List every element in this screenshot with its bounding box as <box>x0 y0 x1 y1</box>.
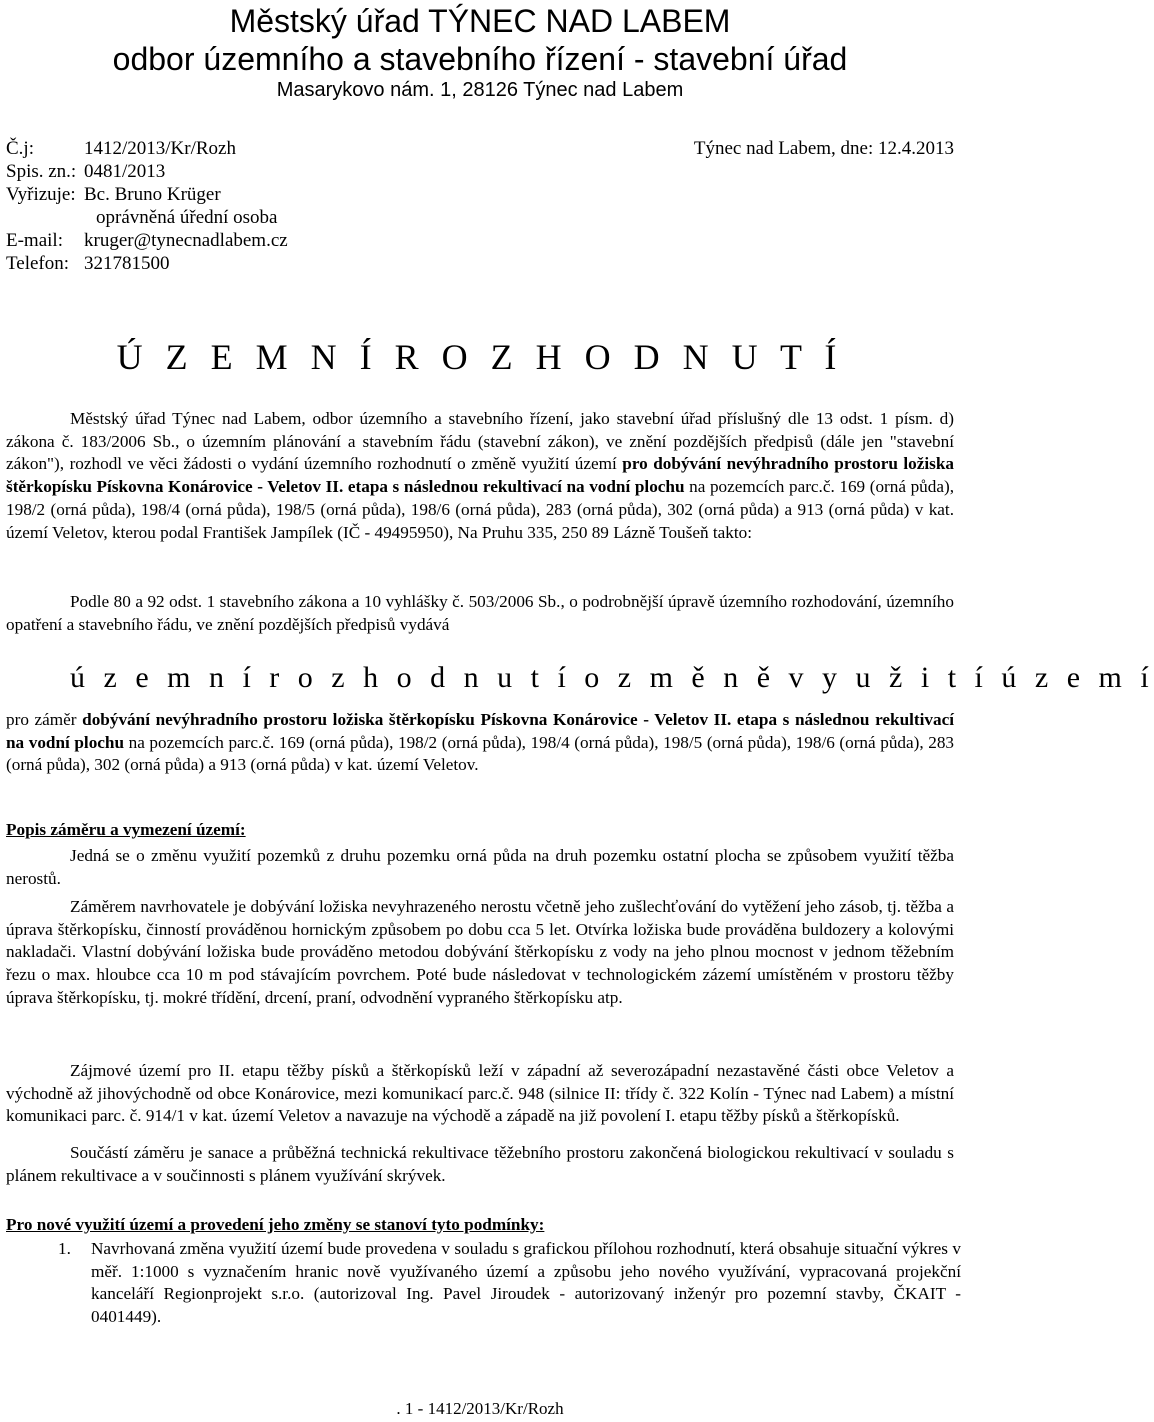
office-name: Městský úřad TÝNEC NAD LABEM <box>229 3 731 39</box>
meta-row-file <box>6 161 166 183</box>
legal-basis-text: Podle 80 a 92 odst. 1 stavebního zákona a 10 vyhlášky č. 503/2006 Sb., o podrobnější úpravě územního rozhodování, územního opatření a stavebního řádu, ve znění pozdějších předpisů vydává <box>6 592 954 634</box>
meta-label: Vyřizuje: <box>6 184 76 205</box>
office-address: Masarykovo nám. 1, 28126 Týnec nad Labem <box>276 79 684 101</box>
meta-label: Spis. zn.: <box>6 161 77 182</box>
section-heading: Popis záměru a vymezení území: <box>6 820 246 839</box>
document-title: Ú Z E M N Í R O Z H O D N U T Í <box>116 337 844 377</box>
page-footer: . 1 - 1412/2013/Kr/Rozh <box>396 1399 564 1418</box>
description-paragraph: Součástí záměru je sanace a průběžná technická rekultivace těžebního prostoru zakončená biologickou rekultivací v souladu s plánem rekultivace a v součinnosti s plánem využívání skrývek. <box>6 1143 954 1185</box>
description-paragraph: Zájmové území pro II. etapu těžby písků a štěrkopísků leží v západní až severozápadní nezastavěné části obce Veletov a východně až jihovýchodně od obce Konárovice, mezi komunikací parc.č. 948 (silnice II: třídy č. 322 Kolín - Týnec nad Labem) a místní komunikaci parc. č. 914/1 v kat. území Veletov a navazuje na východě a západě na již povolení I. etapu těžby písků a štěrkopísků. <box>6 1061 954 1126</box>
meta-row-email <box>6 230 288 252</box>
intro-text: Městský úřad Týnec nad Labem, odbor územního a stavebního řízení, jako stavební úřad příslušný dle 13 odst. 1 písm. d) zákona č. 183/2006 Sb., o územním plánování a stavebním řádu (stavební zákon), ve znění pozdějších předpisů (dále jen "stavební zákon"), rozhodl ve věci žádosti o vydání územního rozhodnutí o změně využití území <box>6 409 954 474</box>
decision-subject: dobývání nevýhradního prostoru ložiska štěrkopísku Pískovna Konárovice - Veletov II. etapa s následnou rekultivací na vodní plochu <box>6 710 955 752</box>
description-paragraph: Záměrem navrhovatele je dobývání ložiska nevyhrazeného nerostu včetně jeho zušlechťování do vytěžení jeho zásob, tj. těžba a úprava štěrkopísku, činností prováděnou hornickým způsobem po dobu cca 5 let. Otvírka ložiska bude prováděna buldozery a kolovými nakladači. Vlastní dobývání ložiska bude prováděno metodou dobývání štěrkopísku z vody na jeho plnou mocnost v jednom těžebním řezu o max. hloubce cca 10 m pod stávajícím povrchem. Poté bude následovat v technologickém zázemí umístěném v prostoru těžby úprava štěrkopísku, tj. mokré třídění, drcení, praní, odvodnění vypraného štěrkopísku atp. <box>6 897 954 1007</box>
list-item-number: 1. <box>58 1239 71 1258</box>
meta-row-handler <box>6 184 221 206</box>
description-paragraph: Jedná se o změnu využití pozemků z druhu pozemku orná půda na druh pozemku ostatní plocha se způsobem využití těžba nerostů. <box>6 846 954 888</box>
intro-end: na pozemcích parc.č. 169 (orná půda), 198/2 (orná půda), 198/4 (orná půda), 198/5 (orná půda), 198/6 (orná půda), 283 (orná půda), 302 (orná půda) a 913 (orná půda) v kat. území Veletov, kterou podal František Jampílek (IČ - 49495950), Na Pruhu 335, 250 89 Lázně Toušeň takto: <box>6 477 955 542</box>
meta-value: Bc. Bruno Krüger <box>84 184 221 205</box>
list-item-text: Navrhovaná změna využití území bude provedena v souladu s grafickou přílohou rozhodnutí, která obsahuje situační výkres v měř. 1:1000 s vyznačením hranic nově využívaného území a způsobu jeho nového využívání, vypracovaná projekční kanceláří Regionprojekt s.r.o. (autorizoval Ing. Pavel Jiroudek - autorizovaný inženýr pro pozemní stavby, ČKAIT - 0401449). <box>91 1239 961 1327</box>
meta-row-ref <box>6 138 236 160</box>
legal-basis-paragraph <box>6 591 954 636</box>
meta-label: Č.j: <box>6 138 34 159</box>
conditions-heading: Pro nové využití území a provedení jeho změny se stanoví tyto podmínky: <box>6 1215 545 1234</box>
meta-label: Telefon: <box>6 253 70 274</box>
decision-paragraph <box>6 709 954 777</box>
decision-end: na pozemcích parc.č. 169 (orná půda), 198/2 (orná půda), 198/4 (orná půda), 198/5 (orná půda), 198/6 (orná půda), 283 (orná půda), 302 (orná půda) a 913 (orná půda) v kat. území Veletov. <box>6 732 955 775</box>
department-name: odbor územního a stavebního řízení - stavební úřad <box>112 41 848 77</box>
date-line: Týnec nad Labem, dne: 12.4.2013 <box>693 138 954 159</box>
meta-row-phone <box>6 253 170 275</box>
intro-pro: pro <box>622 454 648 474</box>
meta-value: oprávněná úřední osoba <box>96 207 278 228</box>
decision-pre: pro záměr <box>6 710 77 729</box>
intro-subject: dobývání nevýhradního prostoru ložiska štěrkopísku Pískovna Konárovice - Veletov II. etapa s následnou rekultivací na vodní plochu <box>6 454 955 497</box>
meta-value: 321781500 <box>84 253 170 274</box>
meta-value: 1412/2013/Kr/Rozh <box>84 138 236 159</box>
meta-label: E-mail: <box>6 230 63 251</box>
email-link[interactable]: kruger@tynecnadlabem.cz <box>84 230 288 251</box>
intro-paragraph <box>6 408 954 544</box>
decision-title: ú z e m n í r o z h o d n u t í o z m ě n ě v y u ž i t í ú z e m í <box>70 661 1154 694</box>
meta-value: 0481/2013 <box>84 161 166 182</box>
